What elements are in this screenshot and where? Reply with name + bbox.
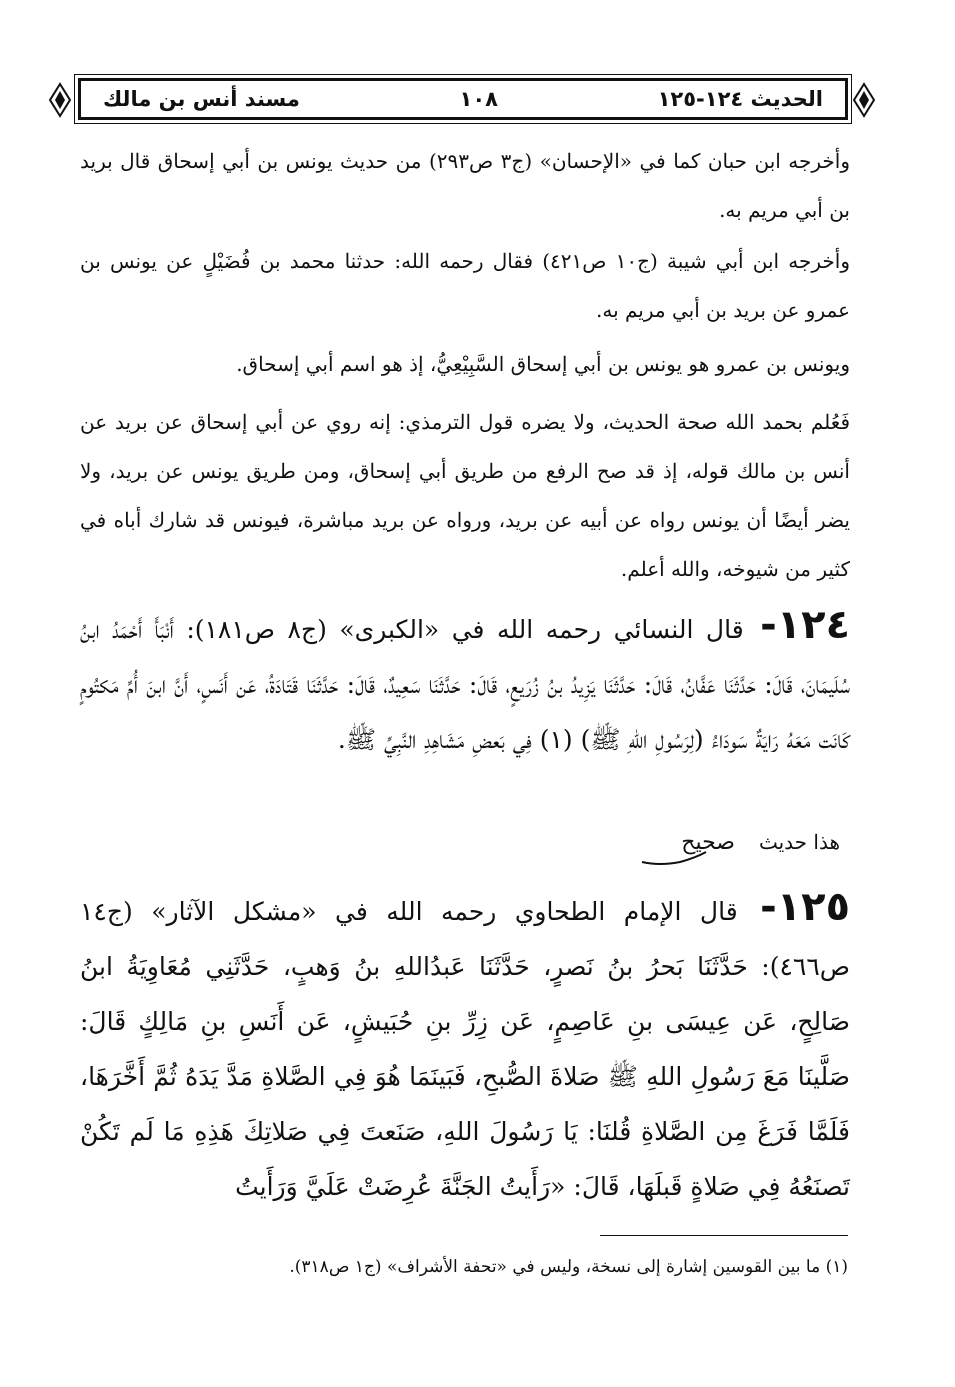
paragraph-ibn-hibban: وأخرجه ابن حبان كما في «الإحسان» (ج٣ ص٢٩٣) من حديث يونس بن أبي إسحاق قال بريد بن أبي مريم به. [80,149,850,222]
header-book-title: مسند أنس بن مالك [103,87,300,111]
ornament-left-icon [48,80,72,120]
hadith-verdict [540,818,840,878]
verdict-word: صحيح [681,830,735,855]
footnote-divider [600,1235,848,1236]
paragraph-conclusion: فَعُلم بحمد الله صحة الحديث، ولا يضره قول الترمذي: إنه روي عن أبي إسحاق عن بريد عن أنس بن مالك قوله، إذ قد صح الرفع من طريق أبي إسحاق، ومن طريق يونس عن بريد، ولا يضر أيضًا أن يونس رواه عن أبيه عن بريد، ورواه عن بريد مباشرة، فيونس قد شارك أباه في كثير من شيوخه، والله أعلم. [80,410,850,581]
hadith-number-125: ١٢٥- [760,884,850,930]
verdict-label: هذا حديث [758,830,840,854]
hadith-125 [80,880,850,1214]
footnote: (١) ما بين القوسين إشارة إلى نسخة، وليس في «تحفة الأشراف» (ج١ ص٣١٨). [289,1257,848,1277]
hadith-125-text: قال الإمام الطحاوي رحمه الله في «مشكل الآثار» (ج١٤ ص٤٦٦): حَدَّثَنَا بَحرُ بنُ نَصرٍ، حَدَّثَنَا عَبدُاللهِ بنُ وَهبٍ، حَدَّثَنِي مُعَاوِيَةُ ابنُ صَالِحٍ، عَن عِيسَى بنِ عَاصِمٍ، عَن زِرِّ بنِ حُبَيشٍ، عَن أَنَسِ بنِ مَالِكٍ قَالَ: صَلَّينَا مَعَ رَسُولِ اللهِ ﷺ صَلاةَ الصُّبحِ، فَبَينَمَا هُوَ فِي الصَّلاةِ مَدَّ يَدَهُ ثُمَّ أَخَّرَهَا، فَلَمَّا فَرَغَ مِن الصَّلاةِ قُلنَا: يَا رَسُولَ اللهِ، صَنَعتَ فِي صَلاتِكَ هَذِهِ مَا لَم تَكُنْ تَصنَعُهُ فِي صَلاةٍ قَبلَهَا، قَالَ: «رَأَيتُ الجَنَّةَ عُرِضَتْ عَلَيَّ وَرَأَيتُ [80,897,850,1201]
running-header [78,78,848,120]
hadith-number-124: ١٢٤- [760,602,850,648]
page-number: ١٠٨ [459,87,498,111]
ornament-right-icon [852,80,876,120]
paragraph-ibn-abi-shaybah: وأخرجه ابن أبي شيبة (ج١٠ ص٤٢١) فقال رحمه الله: حدثنا محمد بن فُضَيْلٍ عن يونس بن عمرو عن بريد بن أبي مريم به. [80,249,850,322]
calligraphic-swash-icon [640,842,710,872]
header-hadith-range: الحديث ١٢٤-١٢٥ [657,87,823,111]
paragraph-yunus: ويونس بن عمرو هو يونس بن أبي إسحاق السَّبِيْعِيُّ، إذ هو اسم أبي إسحاق. [236,352,850,376]
hadith-124-text: قال النسائي رحمه الله في «الكبرى» (ج٨ ص١٨١): أَنْبَأَ أَحْمَدُ ابنُ سُلَيمَانَ، قَالَ: حَدَّثَنَا عَفَّانُ، قَالَ: حَدَّثَنَا يَزِيدُ بنُ زُرَيعٍ، قَالَ: حَدَّثَنَا سَعِيدٌ، قَالَ: حَدَّثَنَا قَتَادَةُ، عَن أَنَسٍ، أَنَّ ابنَ أُمِّ مَكتُومٍ كَانَت مَعَهُ رَايَةٌ سَودَاءُ (لِرَسُولِ اللهِ ﷺ) (١) فِي بَعضِ مَشَاهِدِ النَّبِيِّ ﷺ. [80,615,850,754]
hadith-124 [80,598,850,767]
